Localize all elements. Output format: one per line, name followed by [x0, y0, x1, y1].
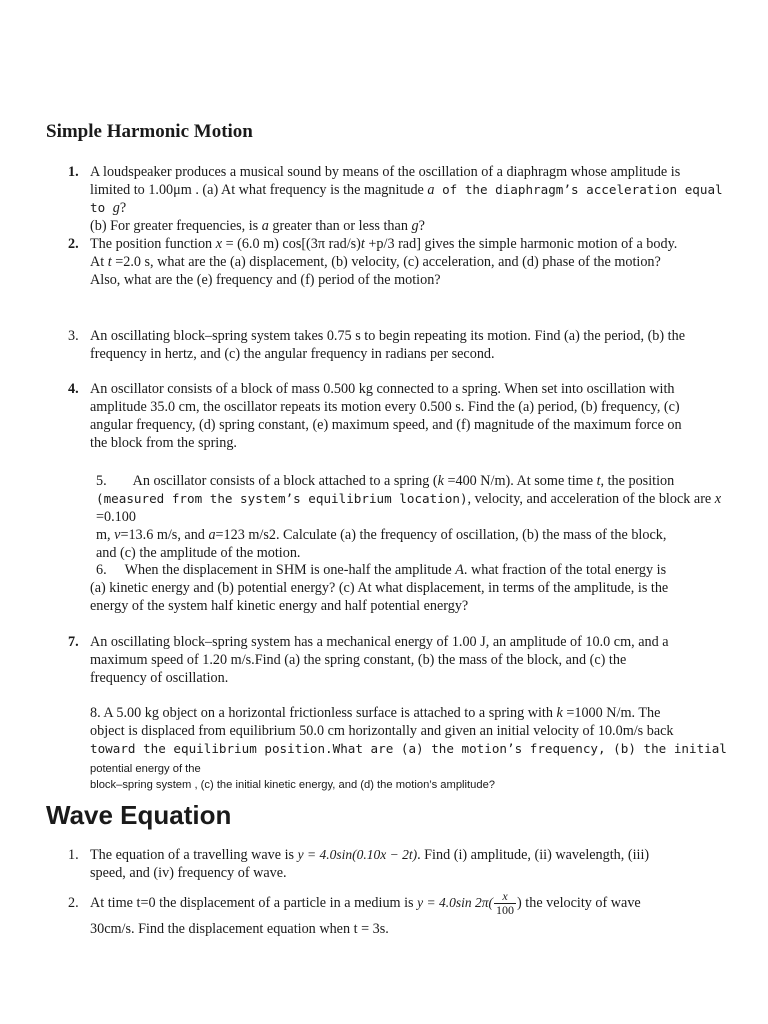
question-line: m, v=13.6 m/s, and a=123 m/s2. Calculate (a) the frequency of oscillation, (b) the mass of the block,	[96, 527, 667, 543]
question-line: Also, what are the (e) frequency and (f) period of the motion?	[90, 272, 441, 288]
question-line: block–spring system , (c) the initial kinetic energy, and (d) the motion’s amplitude?	[90, 779, 496, 791]
question-6	[90, 561, 730, 615]
question-line: An oscillator consists of a block of mass 0.500 kg connected to a spring. When set into oscillation with	[90, 381, 675, 397]
equation: y = 4.0sin 2π( $\frac{x}{100}$ )	[417, 889, 522, 918]
question-line: amplitude 35.0 cm, the oscillator repeats its motion every 0.500 s. Find the (a) period, (b) frequency, (c)	[90, 399, 680, 415]
question-4	[68, 380, 730, 452]
question-number: 2.	[68, 895, 79, 911]
question-line: frequency of oscillation.	[90, 670, 229, 686]
question-line: the block from the spring.	[90, 435, 237, 451]
question-line: (measured from the system’s equilibrium location), velocity, and acceleration of the block are x =0.100	[96, 491, 722, 525]
question-line: At t =2.0 s, what are the (a) displacement, (b) velocity, (c) acceleration, and (d) phase of the motion?	[90, 254, 661, 270]
question-1	[68, 163, 730, 235]
question-line: At time t=0 the displacement of a particle in a medium is y = 4.0sin 2π( $\frac{x}{100}$ ) the velocity of wave	[90, 889, 641, 918]
equation: y = 4.0sin(0.10x − 2t)	[297, 847, 418, 862]
question-line: and (c) the amplitude of the motion.	[96, 545, 301, 561]
question-number: 2.	[68, 236, 79, 252]
question-line: An oscillating block–spring system has a mechanical energy of 1.00 J, an amplitude of 10.0 cm, and a	[90, 634, 669, 650]
question-line: (a) kinetic energy and (b) potential energy? (c) At what displacement, in terms of the amplitude, is the	[90, 580, 669, 596]
question-5	[96, 472, 736, 562]
question-line: A loudspeaker produces a musical sound by means of the oscillation of a diaphragm whose amplitude is	[90, 164, 681, 180]
question-line: toward the equilibrium position.What are (a) the motion’s frequency, (b) the initial potential energy of the	[90, 741, 727, 775]
question-number: 6.	[96, 562, 107, 578]
question-2	[68, 235, 730, 289]
question-line: maximum speed of 1.20 m/s.Find (a) the spring constant, (b) the mass of the block, and (c) the	[90, 652, 627, 668]
section-title-wave-equation: Wave Equation	[46, 800, 232, 830]
question-line: 30cm/s. Find the displacement equation when t = 3s.	[90, 921, 389, 937]
question-line: angular frequency, (d) spring constant, (e) maximum speed, and (f) magnitude of the maximum force on	[90, 417, 682, 433]
question-line: 6. When the displacement in SHM is one-half the amplitude A. what fraction of the total energy is	[96, 562, 667, 578]
question-number: 5.	[96, 473, 107, 489]
question-line: object is displaced from equilibrium 50.0 cm horizontally and given an initial velocity of 10.0m/s back	[90, 723, 674, 739]
section-title-simple-harmonic-motion: Simple Harmonic Motion	[46, 121, 253, 142]
fraction: $\frac{x}{100}$	[496, 889, 515, 918]
question-8	[90, 704, 730, 792]
question-line: 8. A 5.00 kg object on a horizontal frictionless surface is attached to a spring with k =1000 N/m. The	[90, 705, 661, 721]
wave-question-1	[68, 846, 730, 882]
question-line: speed, and (iv) frequency of wave.	[90, 865, 287, 881]
question-number: 3.	[68, 328, 79, 344]
question-line: 5. An oscillator consists of a block attached to a spring (k =400 N/m). At some time t, the position	[96, 473, 675, 489]
question-number: 1.	[68, 847, 79, 863]
question-line: The position function x = (6.0 m) cos[(3π rad/s)t +p/3 rad] gives the simple harmonic motion of a body.	[90, 236, 678, 252]
question-number: 7.	[68, 634, 79, 650]
question-line: (b) For greater frequencies, is a greater than or less than g?	[90, 218, 425, 234]
question-line: energy of the system half kinetic energy and half potential energy?	[90, 598, 469, 614]
question-number: 4.	[68, 381, 79, 397]
question-line: limited to 1.00μm . (a) At what frequency is the magnitude a of the diaphragm’s acceleration equal to g?	[90, 182, 723, 216]
question-line: An oscillating block–spring system takes 0.75 s to begin repeating its motion. Find (a) the period, (b) the	[90, 328, 685, 344]
question-line: The equation of a travelling wave is y = 4.0sin(0.10x − 2t). Find (i) amplitude, (ii) wavelength, (iii)	[90, 847, 650, 863]
question-line: frequency in hertz, and (c) the angular frequency in radians per second.	[90, 346, 495, 362]
question-7	[68, 633, 730, 687]
wave-question-2	[68, 888, 730, 938]
question-3	[68, 327, 730, 363]
question-number: 1.	[68, 164, 79, 180]
